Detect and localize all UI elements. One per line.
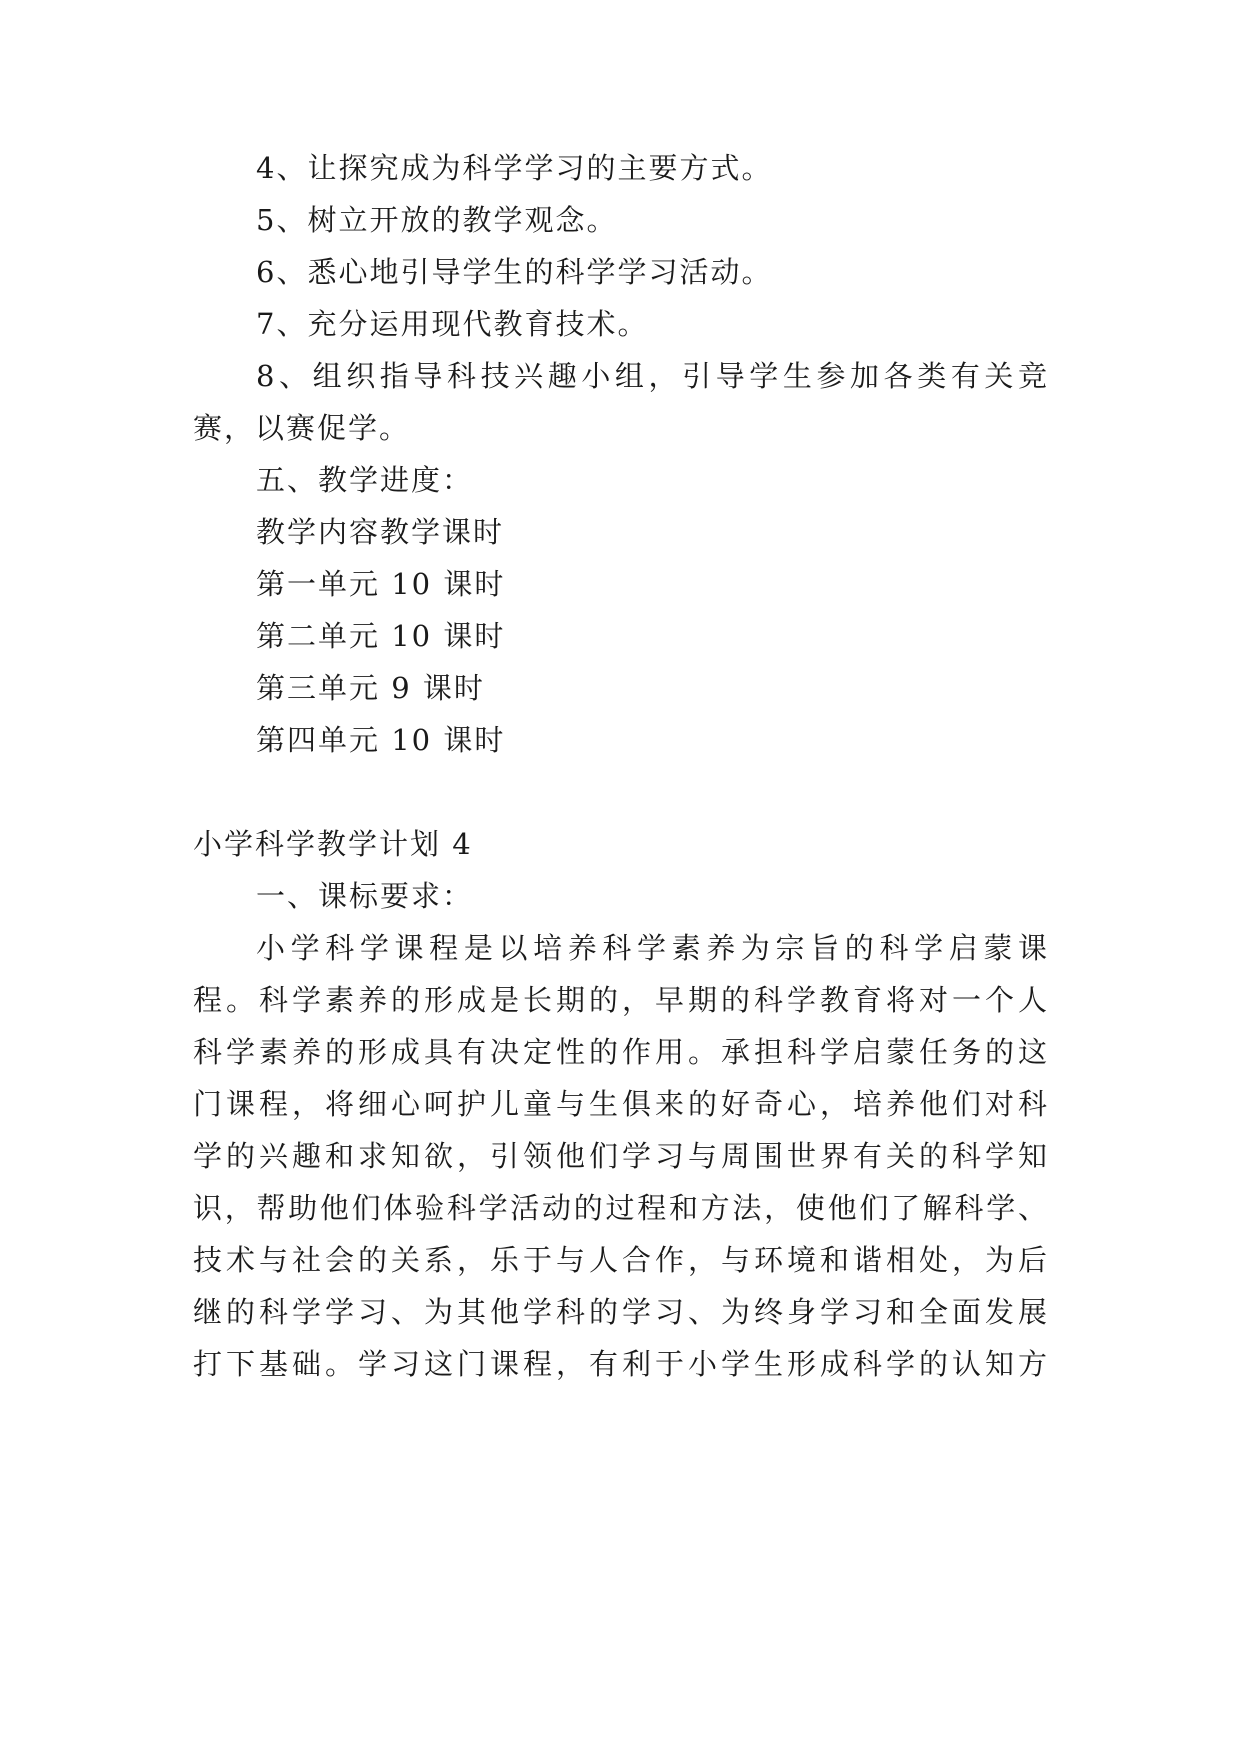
plan-4-title: 小学科学教学计划 4 bbox=[193, 827, 473, 861]
list-item-5: 5、树立开放的教学观念。 bbox=[256, 203, 618, 237]
paragraph-line: 识，帮助他们体验科学活动的过程和方法，使他们了解科学、 bbox=[193, 1191, 1048, 1225]
schedule-row: 第三单元 9 课时 bbox=[256, 671, 485, 705]
list-item-6: 6、悉心地引导学生的科学学习活动。 bbox=[256, 255, 773, 289]
paragraph-line: 学的兴趣和求知欲，引领他们学习与周围世界有关的科学知 bbox=[193, 1139, 1048, 1173]
schedule-row: 第一单元 10 课时 bbox=[256, 567, 506, 601]
paragraph-line: 继的科学学习、为其他学科的学习、为终身学习和全面发展 bbox=[193, 1295, 1048, 1329]
list-item-8-line-2: 赛，以赛促学。 bbox=[193, 411, 411, 445]
list-item-7: 7、充分运用现代教育技术。 bbox=[256, 307, 649, 341]
paragraph-line: 门课程，将细心呵护儿童与生俱来的好奇心，培养他们对科 bbox=[193, 1087, 1048, 1121]
schedule-row: 第四单元 10 课时 bbox=[256, 723, 506, 757]
list-item-8-line-1: 8、组织指导科技兴趣小组，引导学生参加各类有关竞 bbox=[256, 359, 1048, 393]
paragraph-line: 技术与社会的关系，乐于与人合作，与环境和谐相处，为后 bbox=[193, 1243, 1048, 1277]
schedule-header-row: 教学内容教学课时 bbox=[256, 515, 505, 549]
schedule-heading: 五、教学进度： bbox=[256, 463, 474, 497]
schedule-row: 第二单元 10 课时 bbox=[256, 619, 506, 653]
list-item-4: 4、让探究成为科学学习的主要方式。 bbox=[256, 151, 773, 185]
section-1-heading: 一、课标要求： bbox=[256, 879, 474, 913]
paragraph-line: 小学科学课程是以培养科学素养为宗旨的科学启蒙课 bbox=[256, 931, 1048, 965]
paragraph-line: 打下基础。学习这门课程，有利于小学生形成科学的认知方 bbox=[193, 1347, 1048, 1381]
paragraph-line: 程。科学素养的形成是长期的，早期的科学教育将对一个人 bbox=[193, 983, 1048, 1017]
paragraph-line: 科学素养的形成具有决定性的作用。承担科学启蒙任务的这 bbox=[193, 1035, 1048, 1069]
